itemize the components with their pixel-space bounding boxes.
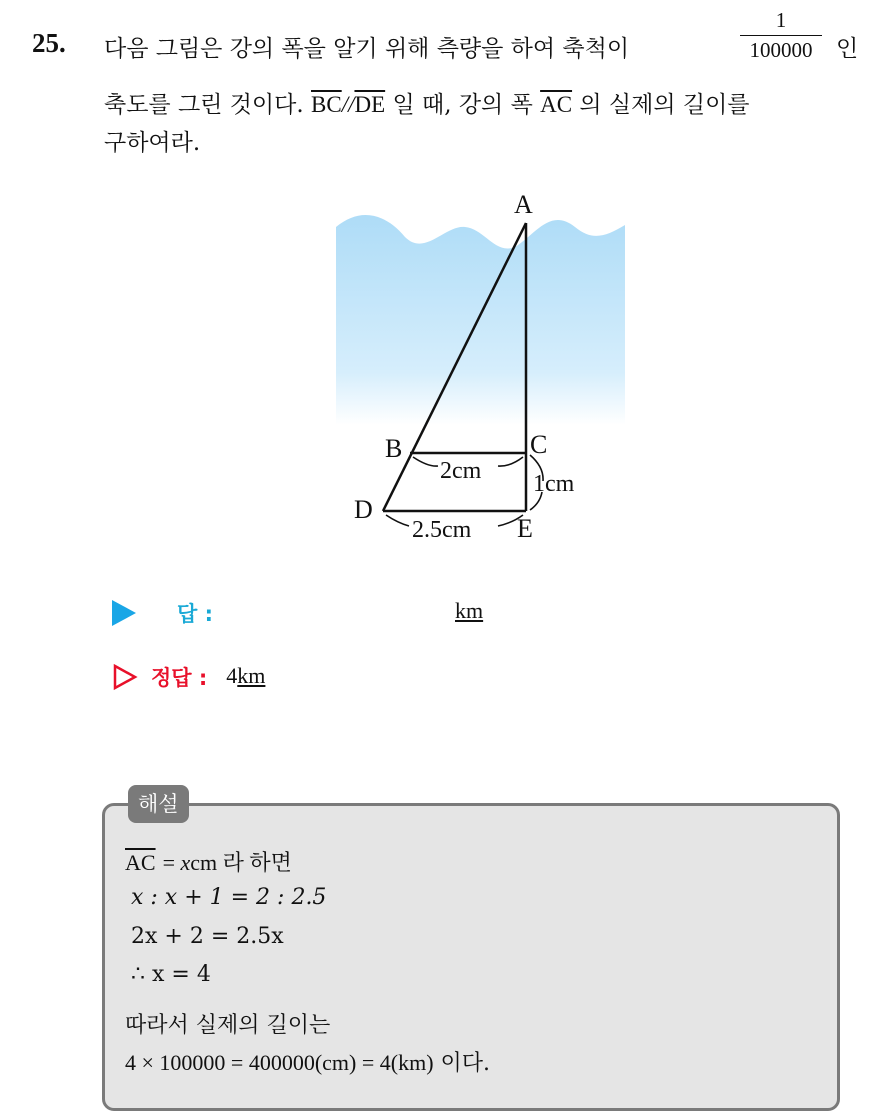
solution-line-6-end: 이다. — [440, 1051, 491, 1076]
correct-answer-line — [112, 662, 265, 692]
solution-line-1-rest: cm 라 하면 — [190, 850, 292, 875]
question-line-1 — [104, 30, 629, 63]
label-d: D — [354, 495, 373, 524]
parallel-symbol: // — [341, 92, 355, 117]
question-text-1: 다음 그림은 강의 폭을 알기 위해 측량을 하여 축척이 — [104, 36, 630, 62]
solution-line-4: ∴ x = 4 — [131, 962, 211, 987]
length-bc: 2cm — [440, 458, 482, 484]
solution-tag: 해설 — [128, 785, 189, 823]
fraction-numerator: 1 — [740, 8, 822, 36]
play-outline-icon — [112, 663, 138, 691]
solution-line-6 — [125, 1046, 490, 1077]
segment-de: $\overline{DE}$ — [354, 92, 386, 117]
answer-unit: km — [455, 598, 484, 623]
answer-label: 답 : — [177, 602, 213, 626]
river-figure — [330, 185, 630, 555]
label-b: B — [385, 434, 403, 463]
correct-answer-label: 정답 : — [151, 666, 208, 690]
solution-equals: = — [162, 850, 181, 875]
river-water — [336, 215, 625, 425]
solution-line-3: 2x + 2 = 2.5x — [131, 924, 284, 949]
question-text-2a: 축도를 그린 것이다. — [104, 92, 304, 118]
length-de: 2.5cm — [412, 517, 472, 543]
solution-segment-ac: $\overline{AC}$ — [125, 850, 156, 875]
solution-line-5: 따라서 실제의 길이는 — [125, 1013, 331, 1038]
solution-line-6-math: 4 × 100000 = 400000(cm) = 4(km) — [125, 1050, 434, 1075]
question-text-2b: 일 때, 강의 폭 — [392, 92, 533, 118]
length-ce: 1cm — [533, 471, 575, 497]
answer-line — [112, 598, 484, 628]
fraction-denominator: 100000 — [749, 38, 813, 62]
scale-fraction — [740, 8, 822, 63]
question-number: 25. — [32, 28, 66, 58]
label-c: C — [530, 430, 548, 459]
correct-answer-value: 4 — [226, 663, 238, 688]
question-line-2 — [104, 86, 750, 119]
solution-var-x: x — [180, 850, 191, 875]
solution-line-2: x : x + 1 = 2 : 2.5 — [131, 885, 327, 910]
question-line-3: 구하여라. — [104, 130, 201, 156]
label-e: E — [517, 514, 533, 543]
segment-bc: $\overline{BC}$ — [311, 92, 342, 117]
question-text-2c: 의 실제의 길이를 — [579, 92, 750, 118]
correct-answer-unit: km — [237, 663, 266, 688]
solution-line-1 — [125, 846, 292, 877]
label-a: A — [514, 190, 533, 219]
play-icon — [112, 600, 136, 626]
question-line-1-end: 인 — [836, 36, 859, 62]
segment-ac: $\overline{AC}$ — [540, 92, 573, 117]
